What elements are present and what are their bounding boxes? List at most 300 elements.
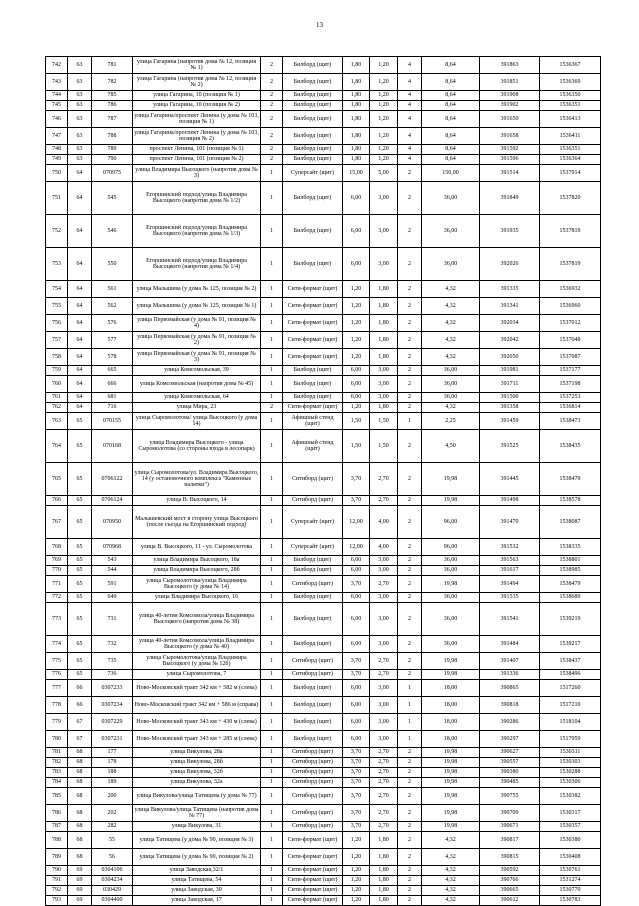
structure-number: 576 [92,315,133,332]
structure-type: Билборд (щит) [283,145,343,155]
structure-number: 0307233 [92,680,133,697]
width: 1,20 [343,866,370,876]
width: 1,80 [343,74,370,91]
height: 5,00 [370,165,398,182]
address: улица Викулова/улица Татищева (у дома № 77) [133,788,261,805]
height: 3,00 [370,636,398,653]
structure-number: 732 [92,636,133,653]
width: 6,00 [343,366,370,376]
district-number: 63 [68,101,92,111]
sides-count: 1 [261,778,283,788]
coord-y: 1538578 [540,496,601,506]
address: улица 40-летия Комсомола/улица Владимира Высоцкого (напротив дома № 38) [133,603,261,636]
structure-number: 561 [92,281,133,298]
structure-type: Билборд (щит) [283,215,343,248]
height: 3,00 [370,393,398,403]
coord-y: 1537253 [540,393,601,403]
area: 36,00 [422,376,480,393]
coord-x: 391650 [480,111,540,128]
coord-x: 390592 [480,866,540,876]
area: 36,00 [422,636,480,653]
faces: 1 [398,697,422,714]
width: 6,00 [343,636,370,653]
sides-count: 2 [261,128,283,145]
address: улица Малышева (у дома № 125, позиция № 1) [133,298,261,315]
address: улица Гагарина/проспект Ленина (у дома № 103, позиция № 1) [133,111,261,128]
row-number: 770 [46,566,68,576]
area: 19,98 [422,463,480,496]
district-number: 68 [68,778,92,788]
coord-y: 1538496 [540,670,601,680]
structure-number: 070975 [92,165,133,182]
row-number: 784 [46,778,68,788]
width: 12,00 [343,506,370,539]
table-row [46,576,601,593]
height: 1,80 [370,403,398,413]
row-number: 788 [46,832,68,849]
structure-type: Сити-формат (щит) [283,332,343,349]
coord-y: 1538437 [540,653,601,670]
structure-type: Ситиборд (щит) [283,463,343,496]
width: 1,20 [343,896,370,906]
sides-count: 1 [261,349,283,366]
structure-number: 282 [92,822,133,832]
address: улица Малышева (у дома № 125, позиция № 2) [133,281,261,298]
area: 4,50 [422,430,480,463]
faces: 1 [398,680,422,697]
structure-number: 200 [92,788,133,805]
area: 4,32 [422,886,480,896]
row-number: 747 [46,128,68,145]
coord-x: 391711 [480,376,540,393]
sides-count: 1 [261,832,283,849]
sides-count: 1 [261,768,283,778]
sides-count: 1 [261,788,283,805]
address: улица Гагарина (напротив дома № 12, позиция № 1) [133,57,261,74]
coord-x: 391341 [480,298,540,315]
district-number: 69 [68,896,92,906]
faces: 2 [398,758,422,768]
height: 1,20 [370,128,398,145]
structure-number: 188 [92,768,133,778]
structure-type: Суперсайт (щит) [283,165,343,182]
address: улица Первомайская (у дома № 91, позиция № 4) [133,315,261,332]
table-row [46,636,601,653]
structure-number: 550 [92,248,133,281]
address: улица Сыромолотова/ул. Владимира Высоцкого, 14 (у остановочного комплекса "Каменные палатки") [133,463,261,496]
table-row [46,768,601,778]
structure-type: Билборд (щит) [283,556,343,566]
address: Ново-Московский тракт 342 км + 586 м (справа) [133,697,261,714]
width: 1,20 [343,849,370,866]
table-row [46,866,601,876]
table-row [46,155,601,165]
structure-type: Билборд (щит) [283,248,343,281]
structure-type: Суперсайт (щит) [283,506,343,539]
height: 2,70 [370,778,398,788]
district-number: 63 [68,155,92,165]
coord-x: 391981 [480,366,540,376]
area: 4,32 [422,315,480,332]
structure-type: Сити-формат (щит) [283,876,343,886]
coord-y: 1537914 [540,165,601,182]
coord-x: 391563 [480,556,540,566]
sides-count: 1 [261,822,283,832]
coord-y: 1538435 [540,430,601,463]
faces: 2 [398,393,422,403]
structure-type: Билборд (щит) [283,366,343,376]
area: 8,64 [422,155,480,165]
coord-x: 391849 [480,182,540,215]
address: улица Владимира Высоцкого, 18а [133,556,261,566]
width: 1,20 [343,349,370,366]
height: 1,80 [370,849,398,866]
table-row [46,886,601,896]
faces: 2 [398,593,422,603]
address: Егоршинский подход/улица Владимира Высоцкого (напротив дома № 1/3) [133,215,261,248]
coord-y: 1539217 [540,636,601,653]
structure-type: Сити-формат (щит) [283,403,343,413]
area: 4,32 [422,332,480,349]
row-number: 781 [46,748,68,758]
sides-count: 2 [261,91,283,101]
row-number: 760 [46,376,68,393]
coord-y: 1538479 [540,576,601,593]
district-number: 64 [68,248,92,281]
width: 1,80 [343,145,370,155]
area: 36,00 [422,603,480,636]
row-number: 757 [46,332,68,349]
table-row [46,593,601,603]
table-row [46,281,601,298]
height: 3,00 [370,680,398,697]
sides-count: 1 [261,603,283,636]
area: 96,00 [422,539,480,556]
structure-number: 0307229 [92,714,133,731]
coord-x: 390380 [480,768,540,778]
row-number: 787 [46,822,68,832]
district-number: 64 [68,165,92,182]
district-number: 66 [68,680,92,697]
district-number: 65 [68,539,92,556]
structure-number: 787 [92,111,133,128]
coord-x: 391358 [480,403,540,413]
height: 1,20 [370,155,398,165]
structure-number: 562 [92,298,133,315]
table-row [46,215,601,248]
coord-x: 391336 [480,670,540,680]
district-number: 64 [68,315,92,332]
structure-type: Ситиборд (щит) [283,496,343,506]
row-number: 786 [46,805,68,822]
row-number: 748 [46,145,68,155]
structure-number: 0307234 [92,697,133,714]
structure-type: Ситиборд (щит) [283,805,343,822]
district-number: 69 [68,886,92,896]
district-number: 65 [68,603,92,636]
table-row [46,805,601,822]
district-number: 68 [68,748,92,758]
area: 8,64 [422,128,480,145]
district-number: 63 [68,128,92,145]
structure-type: Сити-формат (щит) [283,832,343,849]
area: 19,98 [422,822,480,832]
table-row [46,376,601,393]
height: 2,70 [370,463,398,496]
height: 3,00 [370,556,398,566]
sides-count: 1 [261,332,283,349]
sides-count: 1 [261,165,283,182]
coord-x: 391902 [480,101,540,111]
structure-number: 790 [92,155,133,165]
structure-number: 189 [92,778,133,788]
height: 2,70 [370,805,398,822]
sides-count: 1 [261,576,283,593]
structure-type: Билборд (щит) [283,680,343,697]
faces: 4 [398,155,422,165]
area: 19,98 [422,768,480,778]
address: улица Мира, 23 [133,403,261,413]
coord-y: 1517210 [540,697,601,714]
coord-y: 1536413 [540,111,601,128]
coord-y: 1539219 [540,603,601,636]
faces: 1 [398,413,422,430]
table-row [46,111,601,128]
structure-type: Ситиборд (щит) [283,653,343,670]
coord-y: 1538479 [540,463,601,496]
table-row [46,57,601,74]
district-number: 68 [68,849,92,866]
width: 3,70 [343,788,370,805]
structure-number: 0304234 [92,876,133,886]
faces: 2 [398,248,422,281]
coord-x: 392050 [480,349,540,366]
area: 4,32 [422,896,480,906]
coord-x: 390865 [480,680,540,697]
structure-type: Ситиборд (щит) [283,778,343,788]
structure-number: 666 [92,376,133,393]
address: Егоршинский подход/улица Владимира Высоцкого (напротив дома № 1/4) [133,248,261,281]
structure-number: 0706122 [92,463,133,496]
coord-y: 1537177 [540,366,601,376]
height: 4,00 [370,506,398,539]
coord-y: 1537820 [540,182,601,215]
sides-count: 1 [261,566,283,576]
sides-count: 1 [261,593,283,603]
coord-x: 391535 [480,593,540,603]
structure-number: 070968 [92,539,133,556]
coord-y: 1538087 [540,506,601,539]
row-number: 756 [46,315,68,332]
structure-type: Билборд (щит) [283,74,343,91]
faces: 2 [398,298,422,315]
faces: 2 [398,315,422,332]
address: улица Викулова, 32а [133,778,261,788]
table-row [46,393,601,403]
coord-x: 391863 [480,57,540,74]
width: 6,00 [343,556,370,566]
district-number: 64 [68,332,92,349]
height: 1,20 [370,57,398,74]
row-number: 746 [46,111,68,128]
sides-count: 1 [261,182,283,215]
width: 6,00 [343,248,370,281]
address: улица Гагарина, 10 (позиция № 2) [133,101,261,111]
area: 8,64 [422,101,480,111]
address: улица Владимира Высоцкого - улица Сыромолотова (со стороны входа в лесопарк) [133,430,261,463]
table-row [46,876,601,886]
structure-type: Ситиборд (щит) [283,670,343,680]
district-number: 64 [68,298,92,315]
row-number: 779 [46,714,68,731]
address: улица Гагарина, 10 (позиция № 1) [133,91,261,101]
faces: 2 [398,349,422,366]
structure-type: Ситиборд (щит) [283,758,343,768]
coord-y: 1537048 [540,332,601,349]
structure-number: 55 [92,832,133,849]
table-row [46,430,601,463]
table-row [46,603,601,636]
district-number: 63 [68,145,92,155]
structure-number: 070155 [92,413,133,430]
area: 4,32 [422,349,480,366]
district-number: 64 [68,376,92,393]
table-row [46,896,601,906]
table-body [46,57,601,906]
row-number: 766 [46,496,68,506]
height: 2,70 [370,748,398,758]
height: 3,00 [370,593,398,603]
height: 1,80 [370,832,398,849]
area: 19,98 [422,496,480,506]
coord-y: 1538335 [540,539,601,556]
width: 3,70 [343,576,370,593]
structure-type: Сити-формат (щит) [283,298,343,315]
row-number: 754 [46,281,68,298]
width: 6,00 [343,714,370,731]
coord-y: 1536364 [540,155,601,165]
height: 3,00 [370,714,398,731]
sides-count: 1 [261,876,283,886]
faces: 2 [398,822,422,832]
area: 36,00 [422,366,480,376]
address: улица Викулова, 32б [133,768,261,778]
coord-y: 1530761 [540,866,601,876]
structure-number: 781 [92,57,133,74]
width: 6,00 [343,376,370,393]
coord-x: 390755 [480,788,540,805]
row-number: 791 [46,876,68,886]
width: 6,00 [343,697,370,714]
faces: 4 [398,101,422,111]
width: 1,80 [343,57,370,74]
row-number: 785 [46,788,68,805]
faces: 2 [398,805,422,822]
structure-number: 070168 [92,430,133,463]
address: Малышевский мост в сторону улица Высоцкого (после съезда на Егоршинский подход) [133,506,261,539]
faces: 2 [398,506,422,539]
table-row [46,298,601,315]
address: Ново-Московский тракт 342 км + 582 м (слева) [133,680,261,697]
area: 4,32 [422,849,480,866]
district-number: 65 [68,413,92,430]
coord-y: 1530770 [540,886,601,896]
structure-number: 785 [92,91,133,101]
coord-y: 1530380 [540,832,601,849]
structure-type: Билборд (щит) [283,697,343,714]
coord-x: 391494 [480,576,540,593]
height: 2,70 [370,653,398,670]
sides-count: 1 [261,215,283,248]
height: 1,80 [370,876,398,886]
height: 2,70 [370,768,398,778]
faces: 2 [398,556,422,566]
row-number: 744 [46,91,68,101]
faces: 4 [398,111,422,128]
area: 4,32 [422,403,480,413]
sides-count: 2 [261,111,283,128]
district-number: 64 [68,403,92,413]
width: 6,00 [343,603,370,636]
address: улица Первомайская (у дома № 91, позиция № 3) [133,349,261,366]
table-row [46,556,601,566]
coord-x: 390818 [480,697,540,714]
width: 1,50 [343,413,370,430]
district-number: 63 [68,57,92,74]
width: 1,50 [343,430,370,463]
district-number: 65 [68,593,92,603]
height: 3,00 [370,603,398,636]
sides-count: 1 [261,636,283,653]
table-row [46,496,601,506]
table-row [46,566,601,576]
row-number: 763 [46,413,68,430]
width: 6,00 [343,566,370,576]
coord-x: 391908 [480,91,540,101]
coord-y: 1538985 [540,566,601,576]
coord-y: 1530783 [540,896,601,906]
coord-x: 390485 [480,778,540,788]
address: Егоршинский подход/улица Владимира Высоцкого (напротив дома № 1/2) [133,182,261,215]
sides-count: 2 [261,57,283,74]
coord-y: 1530306 [540,778,601,788]
table-row [46,315,601,332]
coord-y: 1517260 [540,680,601,697]
coord-y: 1538689 [540,593,601,603]
height: 1,80 [370,315,398,332]
coord-y: 1536367 [540,57,601,74]
width: 3,70 [343,805,370,822]
coord-y: 1536351 [540,101,601,111]
height: 1,20 [370,145,398,155]
faces: 2 [398,566,422,576]
sides-count: 1 [261,281,283,298]
table-row [46,403,601,413]
width: 3,70 [343,463,370,496]
page-number: 13 [316,21,323,29]
district-number: 68 [68,822,92,832]
height: 1,80 [370,866,398,876]
height: 3,00 [370,731,398,748]
area: 19,98 [422,748,480,758]
structure-type: Билборд (щит) [283,128,343,145]
area: 8,64 [422,145,480,155]
sides-count: 1 [261,731,283,748]
width: 6,00 [343,593,370,603]
sides-count: 2 [261,145,283,155]
structure-number: 0304400 [92,896,133,906]
coord-x: 391407 [480,653,540,670]
